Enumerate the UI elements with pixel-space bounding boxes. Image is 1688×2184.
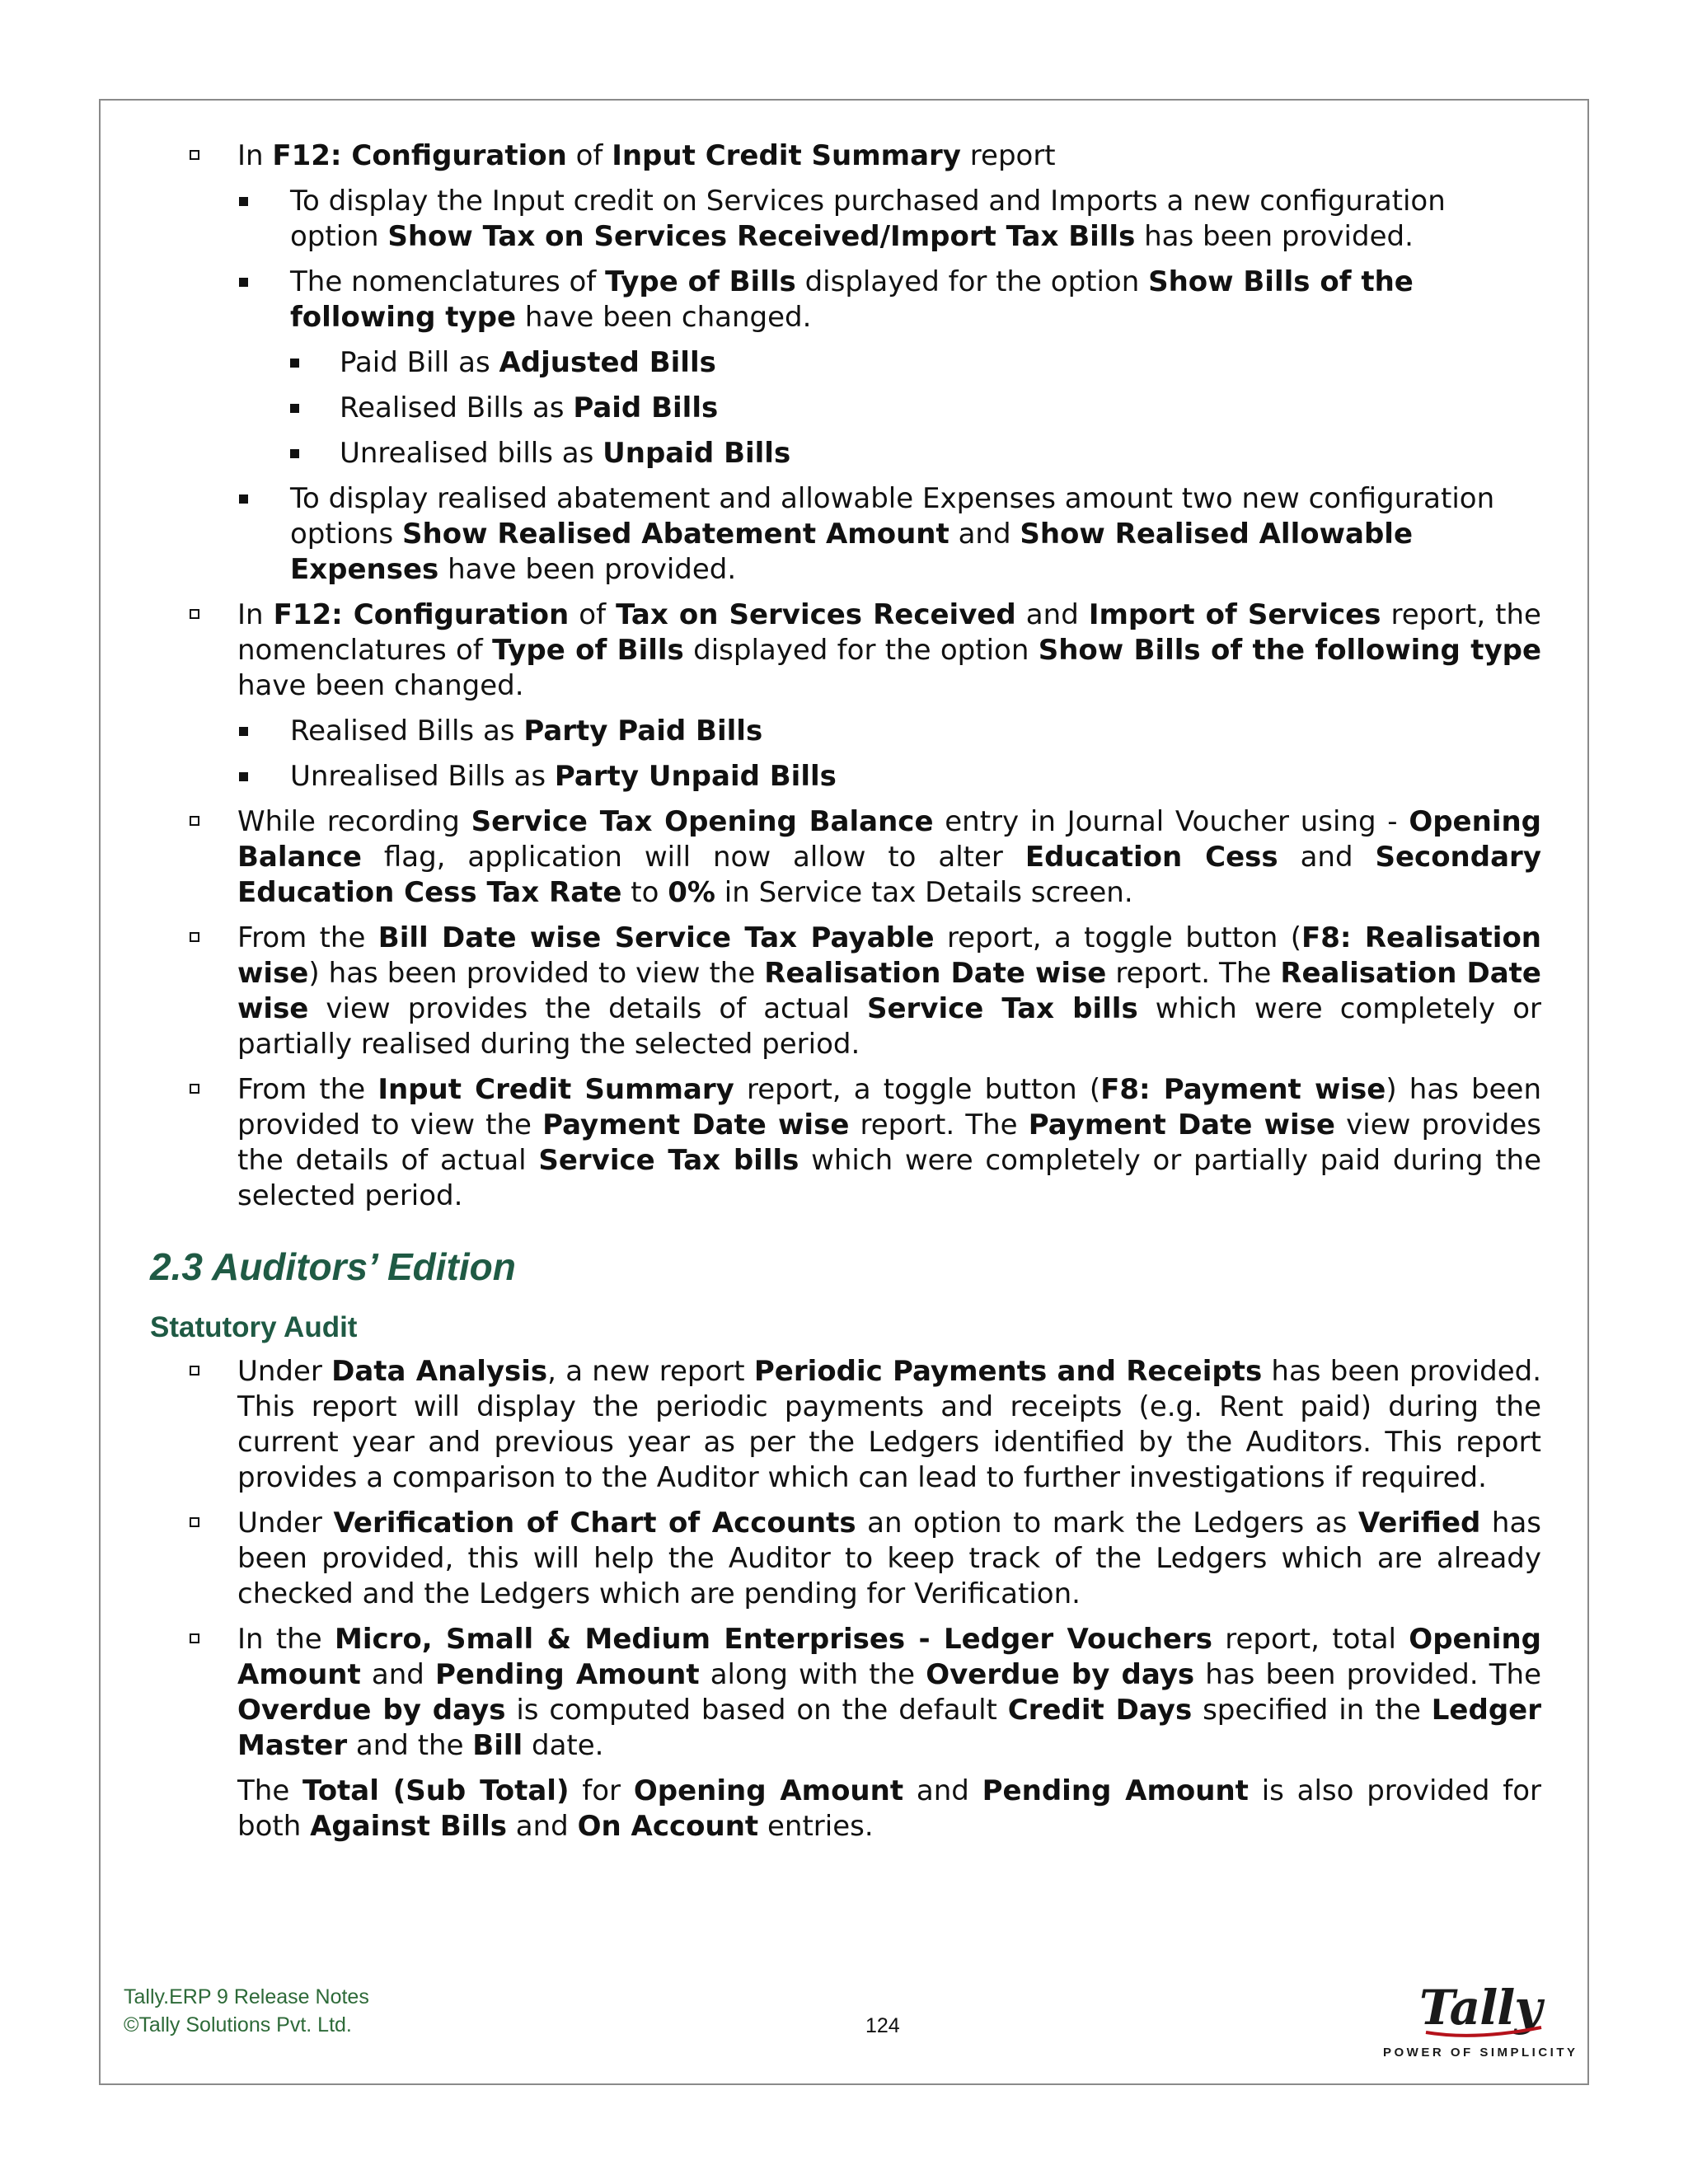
text-run: To display the Input credit on Services purchased and Imports a new configuration option [290, 185, 1446, 253]
bold-term: Type of Bills [605, 265, 796, 298]
section-heading: 2.3 Auditors’ Edition [150, 1245, 516, 1288]
bold-term: Tax on Services Received [616, 598, 1016, 631]
text-run: , a new report [547, 1355, 754, 1388]
bold-term: Verification of Chart of Accounts [333, 1507, 856, 1540]
text-run: along with the [699, 1658, 926, 1691]
sub-list-item [140, 436, 1541, 471]
bold-term: Opening Amount [633, 1774, 904, 1807]
text-run: an option to mark the Ledgers as [856, 1507, 1358, 1540]
tally-logo [1376, 1980, 1578, 2067]
square-bullet-icon [290, 404, 299, 413]
bold-term: Bill Date wise Service Tax Payable [377, 921, 935, 954]
square-bullet-icon [239, 494, 248, 504]
bold-term: Overdue by days [237, 1694, 506, 1727]
sub-list-item [140, 184, 1541, 255]
bold-term: Paid Bills [573, 391, 719, 424]
bold-term: Adjusted Bills [499, 346, 716, 379]
text-run: report, the nomenclatures of [237, 598, 1541, 667]
bold-term: Opening Balance [237, 805, 1542, 874]
text-run: of [566, 139, 612, 172]
text-run: In [237, 598, 274, 631]
text-run: in Service tax Details screen. [715, 876, 1133, 909]
text-run: report, a toggle button ( [934, 921, 1301, 954]
bold-term: Unpaid Bills [603, 437, 791, 470]
list-item [140, 921, 1541, 1062]
text-run: date. [523, 1729, 604, 1762]
text-run: and [360, 1658, 435, 1691]
text-run: The [237, 1774, 303, 1807]
bold-term: Party Unpaid Bills [554, 760, 837, 793]
logo-wordmark: Tally [1419, 1980, 1541, 2036]
bold-term: Secondary Education Cess Tax Rate [237, 841, 1541, 909]
bold-term: Show Bills of the following type [1038, 634, 1542, 667]
bold-term: Service Tax bills [538, 1144, 799, 1177]
text-run: Unrealised bills as [340, 437, 603, 470]
bold-term: Opening Amount [237, 1623, 1541, 1691]
page-number: 124 [865, 2014, 900, 2037]
hollow-square-bullet-icon [190, 150, 199, 160]
list-item [140, 1072, 1541, 1214]
bold-term: F12: Configuration [273, 598, 570, 631]
text-run: report. The [849, 1108, 1029, 1141]
bold-term: 0% [668, 876, 715, 909]
bold-term: On Account [577, 1810, 759, 1843]
bold-term: Bill [472, 1729, 523, 1762]
square-bullet-icon [239, 278, 248, 287]
text-run: report, a toggle button ( [734, 1073, 1101, 1106]
bold-term: Total (Sub Total) [302, 1774, 570, 1807]
text-run: is also provided for both [237, 1774, 1542, 1843]
text-run: and the [347, 1729, 473, 1762]
text-run: ) has been provided to view the [308, 957, 765, 990]
text-run: Unrealised Bills as [290, 760, 555, 793]
text-run: entries. [758, 1810, 874, 1843]
bold-term: Show Realised Allowable Expenses [290, 518, 1414, 586]
list-item [140, 1354, 1541, 1496]
text-run: To display realised abatement and allowable Expenses amount two new configuration options [290, 482, 1495, 551]
sub-list-item [140, 759, 1541, 794]
bold-term: Input Credit Summary [612, 139, 961, 172]
list-item [140, 598, 1541, 704]
text-run: for [569, 1774, 634, 1807]
square-bullet-icon [239, 727, 248, 736]
text-run: Realised Bills as [340, 391, 574, 424]
text-run: and [1278, 841, 1376, 874]
bold-term: Payment Date wise [1028, 1108, 1335, 1141]
list-item [140, 1506, 1541, 1612]
text-run: entry in Journal Voucher using - [933, 805, 1409, 838]
text-run: have been changed. [516, 301, 812, 334]
sub-list-item [140, 481, 1541, 588]
text-run: which were completely or partially realised during the selected period. [237, 992, 1541, 1061]
text-run: Under [237, 1355, 332, 1388]
text-run: and [1015, 598, 1089, 631]
text-run: displayed for the option [683, 634, 1039, 667]
bold-term: Overdue by days [926, 1658, 1195, 1691]
bold-term: Realisation Date wise [764, 957, 1107, 990]
bold-term: Credit Days [1007, 1694, 1193, 1727]
text-run: and [506, 1810, 578, 1843]
footer-credits [124, 1983, 369, 2039]
text-run: of [569, 598, 617, 631]
hollow-square-bullet-icon [190, 1517, 199, 1527]
square-bullet-icon [290, 449, 299, 458]
text-run: has been provided. [1135, 220, 1414, 253]
sub-list-item [140, 345, 1541, 381]
text-run: flag, application will now allow to alter [361, 841, 1025, 874]
text-run: Realised Bills as [290, 715, 524, 748]
text-run: In the [237, 1623, 335, 1656]
text-run: report, total [1212, 1623, 1409, 1656]
text-run: view provides the details of actual [308, 992, 867, 1025]
list-item [140, 804, 1541, 911]
text-run: to [621, 876, 668, 909]
text-run: and [903, 1774, 982, 1807]
bold-term: Party Paid Bills [523, 715, 763, 748]
bold-term: Service Tax bills [866, 992, 1138, 1025]
text-run: report. The [1106, 957, 1281, 990]
text-run: From the [237, 1073, 378, 1106]
text-run: specified in the [1192, 1694, 1432, 1727]
bold-term: Pending Amount [434, 1658, 700, 1691]
list-item [140, 1622, 1541, 1764]
list-item-continuation [140, 1774, 1541, 1844]
list-item [140, 138, 1541, 174]
hollow-square-bullet-icon [190, 1084, 199, 1094]
bold-term: F8: Payment wise [1100, 1073, 1386, 1106]
hollow-square-bullet-icon [190, 1366, 199, 1376]
bold-term: Type of Bills [492, 634, 684, 667]
bold-term: Import of Services [1088, 598, 1381, 631]
bold-term: Periodic Payments and Receipts [753, 1355, 1263, 1388]
footer-copyright: ©Tally Solutions Pvt. Ltd. [124, 2013, 352, 2036]
hollow-square-bullet-icon [190, 1633, 199, 1643]
bold-term: Micro, Small & Medium Enterprises - Ledger Vouchers [335, 1623, 1212, 1656]
text-run: From the [237, 921, 378, 954]
bold-term: Realisation Date wise [237, 957, 1541, 1025]
text-run: In [237, 139, 273, 172]
bold-term: Ledger Master [237, 1694, 1541, 1762]
text-run: ) has been provided to view the [237, 1073, 1541, 1141]
sub-list-item [140, 265, 1541, 335]
sub-list-item [140, 714, 1541, 749]
bold-term: Show Bills of the following type [290, 265, 1414, 334]
footer-doc-title: Tally.ERP 9 Release Notes [124, 1985, 369, 2008]
text-run: report [960, 139, 1056, 172]
text-run: which were completely or partially paid during the selected period. [237, 1144, 1541, 1212]
text-run: has been provided. The [1194, 1658, 1541, 1691]
hollow-square-bullet-icon [190, 932, 199, 942]
logo-tagline: POWER OF SIMPLICITY [1383, 2046, 1578, 2060]
text-run: is computed based on the default [505, 1694, 1008, 1727]
sub-list-item [140, 391, 1541, 426]
bold-term: F12: Configuration [272, 139, 567, 172]
bold-term: Show Tax on Services Received/Import Tax Bills [387, 220, 1136, 253]
bold-term: Show Realised Abatement Amount [402, 518, 950, 551]
statutory-audit-list [140, 1354, 1541, 1844]
text-run: have been provided. [438, 553, 737, 586]
text-run: Under [237, 1507, 334, 1540]
bold-term: Service Tax Opening Balance [471, 805, 934, 838]
text-run: and [949, 518, 1020, 551]
square-bullet-icon [239, 197, 248, 206]
text-run: displayed for the option [795, 265, 1149, 298]
bold-term: Verified [1357, 1507, 1481, 1540]
hollow-square-bullet-icon [190, 816, 199, 826]
text-run: has been provided. This report will display the periodic payments and receipts (e.g. Rent paid) during the current year and previous year as per the Ledgers identified by the Auditors. This report provides a comparison to the Auditor which can lead to further investigations if required. [237, 1355, 1541, 1494]
subsection-heading: Statutory Audit [150, 1311, 358, 1343]
bold-term: Payment Date wise [542, 1108, 850, 1141]
bold-term: Against Bills [310, 1810, 507, 1843]
bold-term: Input Credit Summary [377, 1073, 734, 1106]
bold-term: Data Analysis [331, 1355, 548, 1388]
text-run: has been provided, this will help the Auditor to keep track of the Ledgers which are already checked and the Ledgers which are pending for Verification. [237, 1507, 1541, 1610]
square-bullet-icon [239, 772, 248, 781]
bold-term: F8: Realisation wise [237, 921, 1542, 990]
square-bullet-icon [290, 359, 299, 368]
text-run: While recording [237, 805, 471, 838]
text-run: Paid Bill as [340, 346, 499, 379]
bold-term: Pending Amount [982, 1774, 1249, 1807]
text-run: have been changed. [237, 669, 524, 702]
text-run: The nomenclatures of [290, 265, 606, 298]
text-run: view provides the details of actual [237, 1108, 1541, 1177]
hollow-square-bullet-icon [190, 609, 199, 619]
bold-term: Education Cess [1025, 841, 1278, 874]
release-notes-list [140, 138, 1541, 1214]
document-body [140, 138, 1541, 1854]
